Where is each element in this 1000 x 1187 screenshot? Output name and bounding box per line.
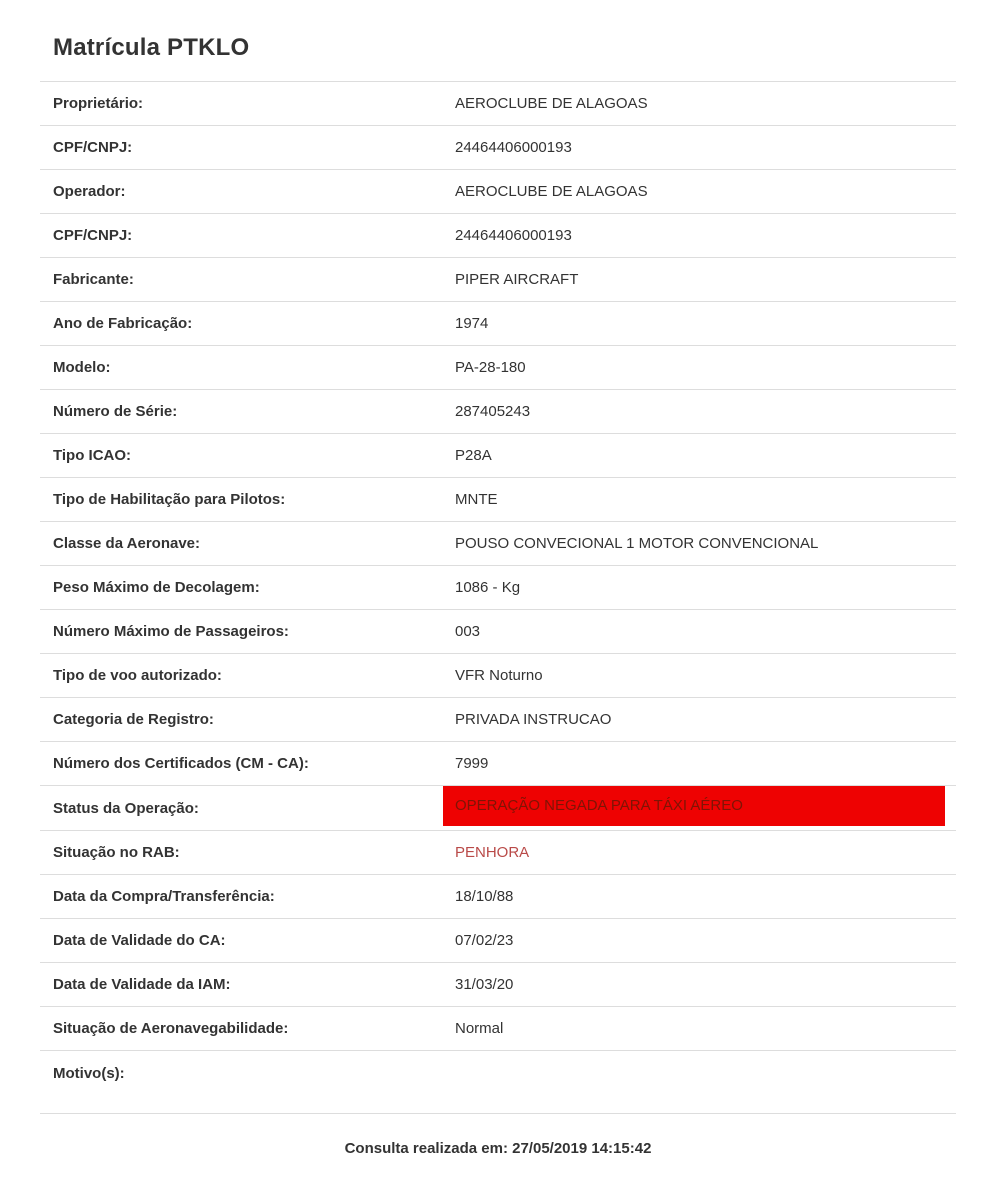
row-situacao-rab: [40, 831, 956, 875]
field-label: Modelo:: [53, 358, 111, 376]
row-numero-certificados: [40, 742, 956, 786]
row-peso-maximo-decolagem: [40, 566, 956, 610]
field-label: Número Máximo de Passageiros:: [53, 622, 289, 640]
rab-status-value: PENHORA: [455, 843, 530, 861]
field-label: Operador:: [53, 182, 126, 200]
field-value: 18/10/88: [455, 887, 514, 905]
field-value: 287405243: [455, 402, 531, 420]
field-value: 07/02/23: [455, 931, 514, 949]
row-ano-fabricacao: [40, 302, 956, 346]
field-label: Data da Compra/Transferência:: [53, 887, 275, 905]
row-status-operacao: [40, 786, 956, 831]
row-tipo-habilitacao: [40, 478, 956, 522]
row-data-compra-transferencia: [40, 875, 956, 919]
field-value: AEROCLUBE DE ALAGOAS: [455, 182, 648, 200]
field-value: 24464406000193: [455, 226, 572, 244]
field-label: Data de Validade do CA:: [53, 931, 226, 949]
row-cpf-cnpj-operador: [40, 214, 956, 258]
row-proprietario: [40, 82, 956, 126]
field-label: CPF/CNPJ:: [53, 226, 133, 244]
field-label: Classe da Aeronave:: [53, 534, 201, 552]
row-numero-serie: [40, 390, 956, 434]
field-label: Categoria de Registro:: [53, 710, 214, 728]
row-tipo-voo-autorizado: [40, 654, 956, 698]
row-situacao-aeronavegabilidade: [40, 1007, 956, 1051]
row-data-validade-iam: [40, 963, 956, 1007]
field-value: 24464406000193: [455, 138, 572, 156]
row-classe-aeronave: [40, 522, 956, 566]
row-modelo: [40, 346, 956, 390]
row-tipo-icao: [40, 434, 956, 478]
field-label: Tipo ICAO:: [53, 446, 132, 464]
row-categoria-registro: [40, 698, 956, 742]
field-label: Motivo(s):: [53, 1065, 125, 1082]
field-value: Normal: [455, 1019, 504, 1037]
field-value: MNTE: [455, 490, 498, 508]
field-label: Status da Operação:: [53, 800, 199, 817]
field-value: PIPER AIRCRAFT: [455, 270, 579, 288]
field-label: Tipo de Habilitação para Pilotos:: [53, 490, 286, 508]
field-value: 31/03/20: [455, 975, 514, 993]
aircraft-details-table: [40, 81, 956, 1114]
field-value: P28A: [455, 446, 492, 464]
field-label: Número de Série:: [53, 402, 178, 420]
row-data-validade-ca: [40, 919, 956, 963]
row-fabricante: [40, 258, 956, 302]
field-label: Peso Máximo de Decolagem:: [53, 578, 260, 596]
field-value: PRIVADA INSTRUCAO: [455, 710, 612, 728]
field-label: Tipo de voo autorizado:: [53, 666, 222, 684]
field-value: PA-28-180: [455, 358, 526, 376]
field-value: AEROCLUBE DE ALAGOAS: [455, 94, 648, 112]
field-label: Situação no RAB:: [53, 843, 180, 861]
field-value: 7999: [455, 754, 489, 772]
field-label: Proprietário:: [53, 94, 144, 112]
field-label: Data de Validade da IAM:: [53, 975, 231, 993]
field-value: 1086 - Kg: [455, 578, 521, 596]
field-value: POUSO CONVECIONAL 1 MOTOR CONVENCIONAL: [455, 534, 819, 552]
status-alert-banner: OPERAÇÃO NEGADA PARA TÁXI AÉREO: [443, 786, 945, 826]
page-title: Matrícula PTKLO: [53, 34, 250, 61]
field-label: CPF/CNPJ:: [53, 138, 133, 156]
field-value: VFR Noturno: [455, 666, 543, 684]
field-label: Número dos Certificados (CM - CA):: [53, 754, 309, 772]
field-value: 1974: [455, 314, 489, 332]
row-numero-maximo-passageiros: [40, 610, 956, 654]
field-label: Situação de Aeronavegabilidade:: [53, 1019, 289, 1037]
row-operador: [40, 170, 956, 214]
row-motivos: [40, 1051, 956, 1114]
field-value: 003: [455, 622, 481, 640]
query-timestamp: Consulta realizada em: 27/05/2019 14:15:42: [344, 1140, 652, 1157]
field-label: Ano de Fabricação:: [53, 314, 193, 332]
field-label: Fabricante:: [53, 270, 134, 288]
row-cpf-cnpj-proprietario: [40, 126, 956, 170]
